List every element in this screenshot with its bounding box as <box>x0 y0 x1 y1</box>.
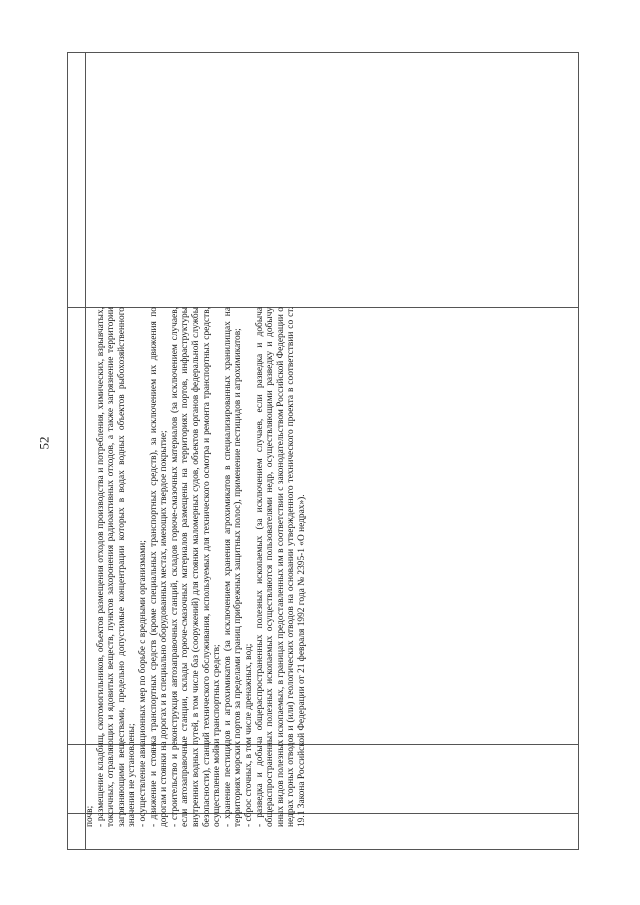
text-line: - сброс сточных, в том числе дренажных, вод; <box>243 643 254 827</box>
text-line: - хранение пестицидов и агрохимикатов (за исключением хранения агрохимикатов в специализированных хранилищах на территориях морских портов за пределами границ прибрежных защитных полос), применение пестицидов и агрохимикатов; <box>222 307 244 827</box>
text-line: - разведка и добыча общераспространенных полезных ископаемых (за исключением случаев, если разведка и добыча общераспространенных полезных ископаемых осуществляются пользователями недр, осуществляющими разведку и добычу иных видов полезных ископаемых, в границах предоставленных им в соответствии с законодательством Российской Федерации о недрах горных отводов и (или) геологических отводов на основании утвержденного технического проекта в соответствии со ст. 19.1 Закона Российской Федерации от 21 февраля 1992 года № 2395-1 «О недрах»). <box>254 307 307 827</box>
page-number: 52 <box>36 436 52 450</box>
rotated-text-cell <box>85 307 580 827</box>
text-line: - строительство и реконструкция автозаправочных станций, складов горюче-смазочных материалов (за исключением случаев, если автозаправочные станции, склады горюче-смазочных материалов размещены на территориях портов, инфраструктуры внутренних водных путей, в том числе баз (сооружений) для стоянки маломерных судов, объектов органов федеральной службы безопасности), станций технического обслуживания, используемых для технического осмотра и ремонта транспортных средств, осуществление мойки транспортных средств; <box>169 307 223 827</box>
text-line: - осуществление авиационных мер по борьбе с вредными организмами; <box>137 540 148 827</box>
restrictions-text <box>85 307 307 827</box>
text-line: - движение и стоянка транспортных средств (кроме специальных транспортных средств), за исключением их движения по дорогам и стоянки на дорогах и в специально оборудованных местах, имеющих твердое покрытие; <box>148 307 170 827</box>
text-line: почв; <box>85 805 95 827</box>
text-line: - размещение кладбищ, скотомогильников, объектов размещения отходов производства и потребления, химических, взрывчатых, токсичных, отравляющих и ядовитых веществ, пунктов захоронения радиоактивных отходов, а также загрязнение территории загрязняющими веществами, предельно допустимые концентрации которых в водах водных объектов рыбохозяйственного значения не установлены; <box>95 307 138 827</box>
